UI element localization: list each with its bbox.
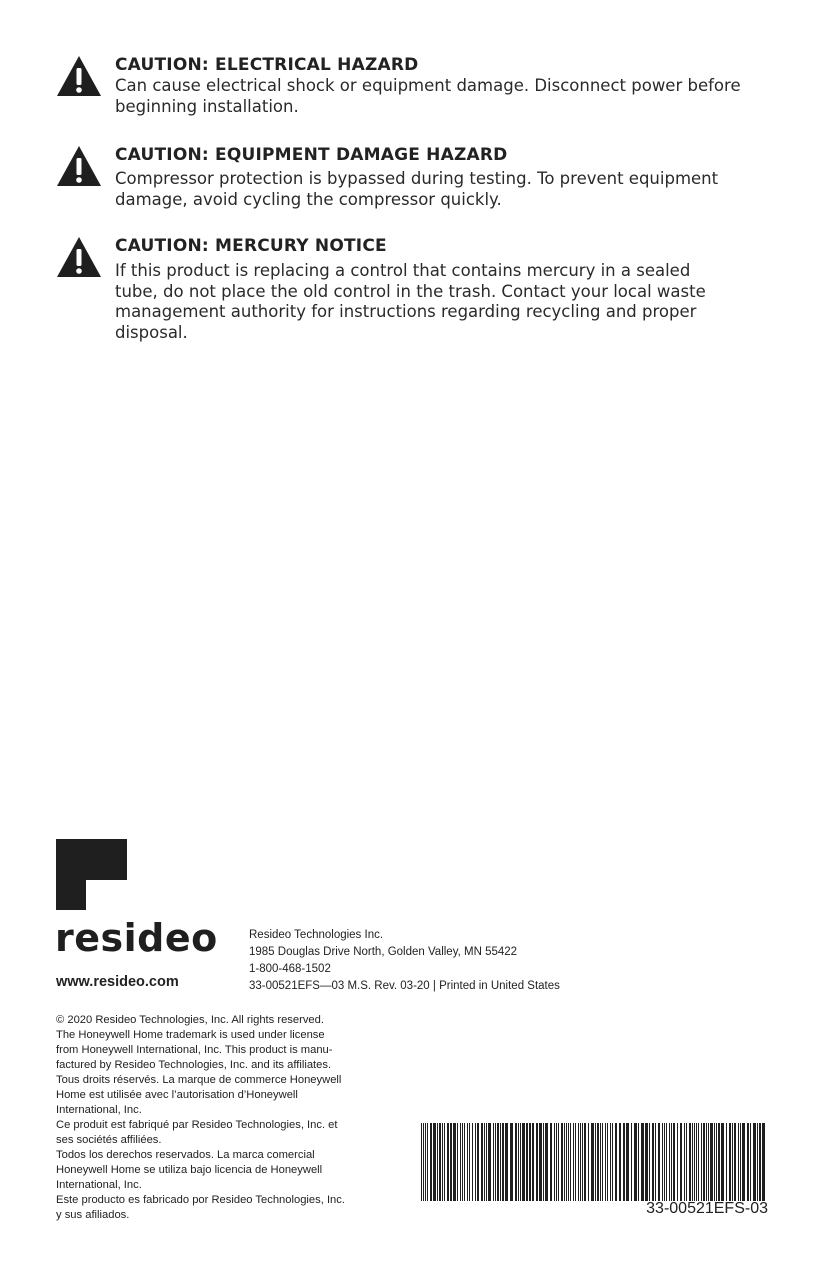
address-line: 33-00521EFS—03 M.S. Rev. 03-20 | Printed in United States bbox=[249, 980, 560, 992]
legal-line: Este producto es fabricado por Resideo Technologies, Inc. bbox=[56, 1194, 345, 1206]
legal-line: © 2020 Resideo Technologies, Inc. All rights reserved. bbox=[56, 1014, 324, 1026]
warning-triangle-icon bbox=[56, 55, 102, 97]
caution-title: CAUTION: MERCURY NOTICE bbox=[115, 236, 387, 256]
company-address bbox=[249, 927, 560, 995]
caution-title: CAUTION: ELECTRICAL HAZARD bbox=[115, 55, 419, 75]
legal-line: International, Inc. bbox=[56, 1179, 142, 1191]
legal-line: The Honeywell Home trademark is used under license bbox=[56, 1029, 325, 1041]
website-link[interactable]: www.resideo.com bbox=[56, 974, 179, 990]
caution-line: damage, avoid cycling the compressor quickly. bbox=[115, 189, 502, 209]
legal-line: Todos los derechos reservados. La marca comercial bbox=[56, 1149, 315, 1161]
barcode-number: 33-00521EFS-03 bbox=[646, 1200, 768, 1217]
resideo-logo-mark bbox=[56, 839, 127, 910]
warning-triangle-icon bbox=[56, 236, 102, 278]
address-line: 1-800-468-1502 bbox=[249, 963, 331, 975]
caution-line: tube, do not place the old control in the trash. Contact your local waste bbox=[115, 281, 706, 301]
address-line: Resideo Technologies Inc. bbox=[249, 929, 384, 941]
caution-line: Can cause electrical shock or equipment damage. Disconnect power before bbox=[115, 76, 741, 95]
legal-line: factured by Resideo Technologies, Inc. and its affiliates. bbox=[56, 1059, 332, 1071]
barcode bbox=[421, 1123, 768, 1201]
legal-line: Ce produit est fabriqué par Resideo Technologies, Inc. et bbox=[56, 1119, 338, 1131]
caution-title: CAUTION: EQUIPMENT DAMAGE HAZARD bbox=[115, 145, 508, 165]
warning-triangle-icon bbox=[56, 145, 102, 187]
legal-line: Tous droits réservés. La marque de commerce Honeywell bbox=[56, 1074, 342, 1086]
caution-body bbox=[115, 261, 775, 343]
legal-line: ses sociétés affiliées. bbox=[56, 1134, 162, 1146]
caution-line: disposal. bbox=[115, 322, 188, 342]
legal-line: from Honeywell International, Inc. This product is manu- bbox=[56, 1044, 333, 1056]
legal-line: Home est utilisée avec l’autorisation d’Honeywell bbox=[56, 1089, 298, 1101]
legal-notice bbox=[56, 1013, 401, 1223]
caution-line: Compressor protection is bypassed during testing. To prevent equipment bbox=[115, 169, 719, 188]
caution-line: beginning installation. bbox=[115, 96, 299, 116]
resideo-logo-wordmark: resideo bbox=[55, 916, 218, 960]
legal-line: Honeywell Home se utiliza bajo licencia de Honeywell bbox=[56, 1164, 323, 1176]
legal-line: y sus afiliados. bbox=[56, 1209, 130, 1221]
legal-line: International, Inc. bbox=[56, 1104, 142, 1116]
caution-body bbox=[115, 169, 775, 210]
address-line: 1985 Douglas Drive North, Golden Valley, MN 55422 bbox=[249, 946, 518, 958]
caution-line: management authority for instructions regarding recycling and proper bbox=[115, 302, 697, 321]
caution-body bbox=[115, 76, 775, 117]
caution-line: If this product is replacing a control that contains mercury in a sealed bbox=[115, 261, 691, 280]
